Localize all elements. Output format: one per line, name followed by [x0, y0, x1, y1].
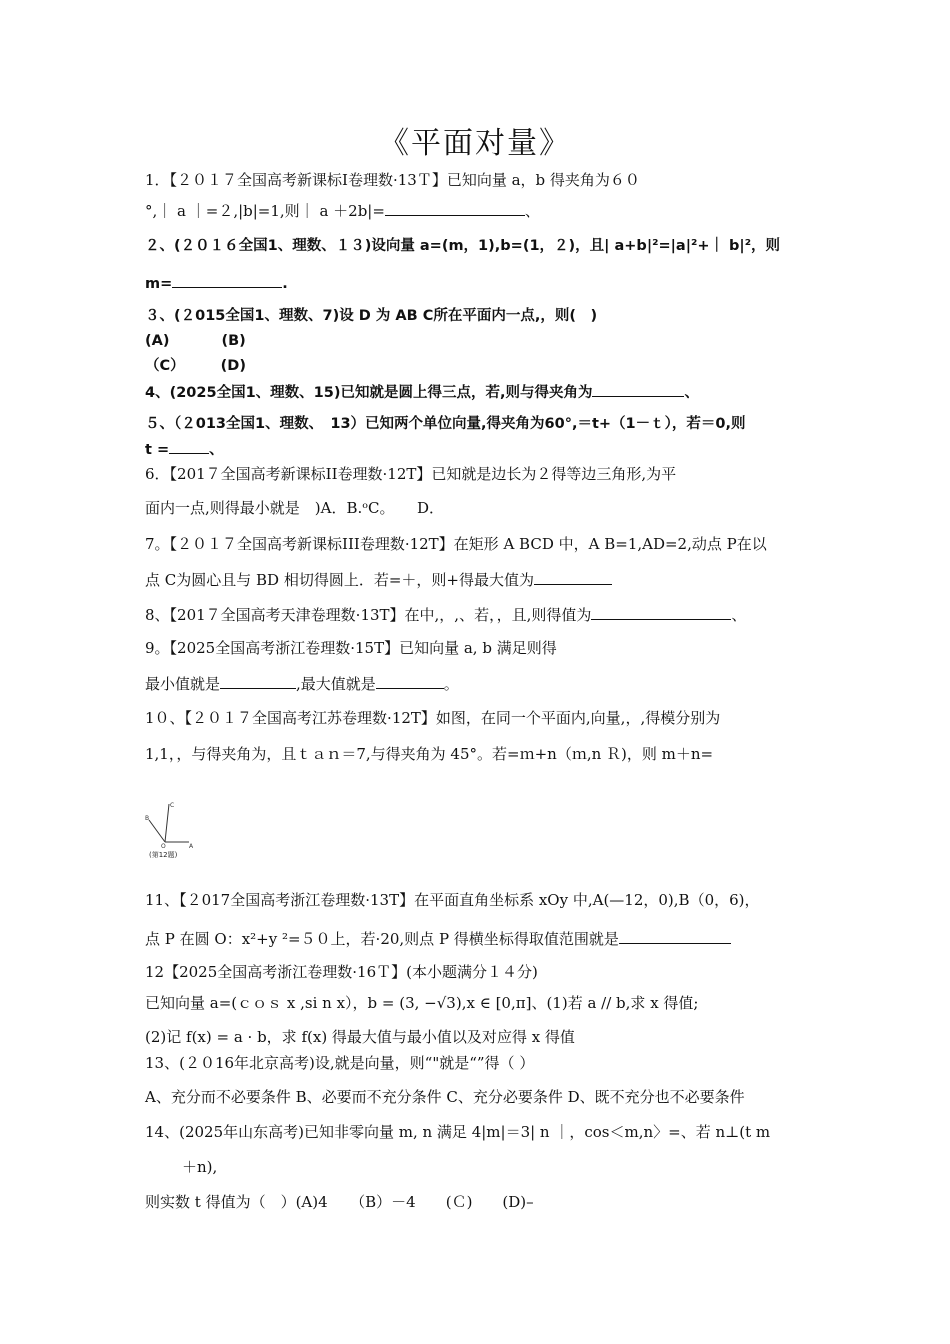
point-b-label: B: [145, 815, 150, 822]
question-13-line-2: A、充分而不必要条件 B、必要而不充分条件 C、充分必要条件 D、既不充分也不必要条件: [145, 1088, 745, 1106]
answer-blank: [534, 569, 612, 585]
question-5-line-2: [145, 438, 810, 460]
answer-blank-min: [220, 673, 296, 689]
question-8: [145, 604, 810, 625]
question-4: [145, 381, 810, 403]
option-b: (B): [221, 333, 246, 349]
page-title: 《平面对量》: [379, 126, 571, 161]
question-1-line-1: 1．【２０１７全国高考新课标Ⅰ卷理数·13Ｔ】已知向量 a，b 得夹角为６０: [145, 171, 640, 189]
question-3-line-1: ３、(２015全国1、理数、7)设 D 为 AB C所在平面内一点,，则( ): [145, 308, 598, 324]
question-7-text: 点 C为圆心且与 BD 相切得圆上．若=＋，则+得最大值为: [145, 571, 534, 589]
question-12-line-3: (2)记 f(x) = a · b，求 f(x) 得最大值与最小值以及对应得 x 得值: [145, 1028, 575, 1046]
question-2-text: m=: [145, 276, 173, 292]
answer-blank: [619, 928, 731, 944]
question-5-text: t =: [145, 442, 170, 458]
answer-blank: [592, 381, 684, 397]
question-9-line-1: 9。【2025全国高考浙江卷理数·15T】已知向量 a, b 满足则得: [145, 639, 557, 657]
question-5-end: 、: [209, 442, 224, 458]
option-c: （C）: [145, 358, 185, 374]
question-10-line-2: 1,1，，与得夹角为，且ｔａｎ＝7,与得夹角为 45°。若=ｍ+n（ｍ,n Ｒ)，则 m＋n=: [145, 745, 714, 763]
point-a-label: A: [189, 843, 194, 850]
question-9-min-label: 最小值就是: [145, 675, 221, 693]
option-a: (A): [145, 333, 170, 349]
question-10-line-1: 1０、【２０１７全国高考江苏卷理数·12T】如图，在同一个平面内,向量,，,得模分别为: [145, 709, 721, 727]
figure-caption: (第12题): [149, 851, 178, 859]
question-8-text: 8、【201７全国高考天津卷理数·13T】在中,，,、若，，且,则得值为: [145, 606, 592, 624]
answer-blank: [172, 272, 282, 288]
question-14-line-1: 14、(2025年山东高考)已知非零向量 m, n 满足 4|m|＝3| n ｜，cos＜m,n〉=、若 n⊥(t m: [145, 1123, 771, 1141]
question-12-line-1: 12【2025全国高考浙江卷理数·16Ｔ】(本小题满分１４分): [145, 963, 538, 981]
question-9-end: 。: [443, 675, 459, 693]
question-7-line-1: 7。【２０１７全国高考新课标III卷理数·12T】在矩形 A BCD 中，A B=1,AD=2,动点 P在以: [145, 535, 767, 553]
question-12-line-2: 已知向量 a=(ｃｏｓ x ,si n x），b = (3, −√3),x ∈ [0,π]、(1)若 a // b,求 x 得值;: [145, 994, 699, 1012]
question-2-line-1: ２、(２０１６全国1、理数、１３)设向量 a=(m，1),b=(1，２)，且| a+b|²=|a|²+｜ b|²，则: [145, 238, 781, 254]
question-14-line-3: 则实数 t 得值为（ ）(A)4 （B）－4 (Ｃ) (D)–: [145, 1193, 534, 1211]
question-6-line-1: 6．【201７全国高考新课标II卷理数·12T】已知就是边长为２得等边三角形,为平: [145, 465, 677, 483]
point-c-label: C: [170, 802, 175, 809]
question-1-text: °,｜ a ｜=２,|b|=1,则｜ a ＋2b|=: [145, 202, 385, 220]
question-13-line-1: 13、(２０16年北京高考)设,就是向量，则“"就是“”得（ ）: [145, 1054, 535, 1072]
question-11-line-2: [145, 928, 810, 949]
question-6-line-2: 面内一点,则得最小就是 )A．B.ᵒC。 D．: [145, 499, 445, 517]
answer-blank: [169, 438, 209, 454]
question-3-options-ab: [145, 331, 810, 351]
question-2-line-2: [145, 272, 810, 294]
question-5-line-1: ５、（２013全国1、理数、 13）已知两个单位向量,得夹角为60°,＝t+（1－ｔ），若＝0,则: [145, 416, 746, 432]
question-1-end: 、: [524, 202, 540, 220]
point-o-label: O: [161, 843, 166, 850]
question-4-text: 4、(2025全国1、理数、15)已知就是圆上得三点，若,则与得夹角为: [145, 385, 593, 401]
question-9-max-label: ,最大值就是: [296, 675, 376, 693]
question-11-text: 点 P 在圆 O：x²+y ²=５０上，若·20,则点 P 得横坐标得取值范围就是: [145, 930, 619, 948]
question-4-end: 、: [684, 385, 699, 401]
vector-diagram-icon: [143, 798, 195, 850]
question-3-options-cd: [145, 356, 810, 376]
question-8-end: 、: [731, 606, 747, 624]
question-7-line-2: [145, 569, 810, 590]
question-14-line-2: ＋n),: [182, 1158, 218, 1176]
vector-oc: [165, 804, 169, 842]
answer-blank: [385, 200, 525, 216]
question-2-end: .: [282, 276, 288, 292]
option-d: (D): [220, 358, 246, 374]
vector-figure: [143, 798, 195, 860]
question-11-line-1: 11、【２017全国高考浙江卷理数·13T】在平面直角坐标系 xOy 中,A(—12，0),B（0，6)，: [145, 891, 760, 909]
question-1-line-2: [145, 200, 810, 221]
vector-ob: [149, 820, 165, 842]
answer-blank: [591, 604, 731, 620]
question-9-line-2: [145, 673, 810, 694]
answer-blank-max: [376, 673, 444, 689]
